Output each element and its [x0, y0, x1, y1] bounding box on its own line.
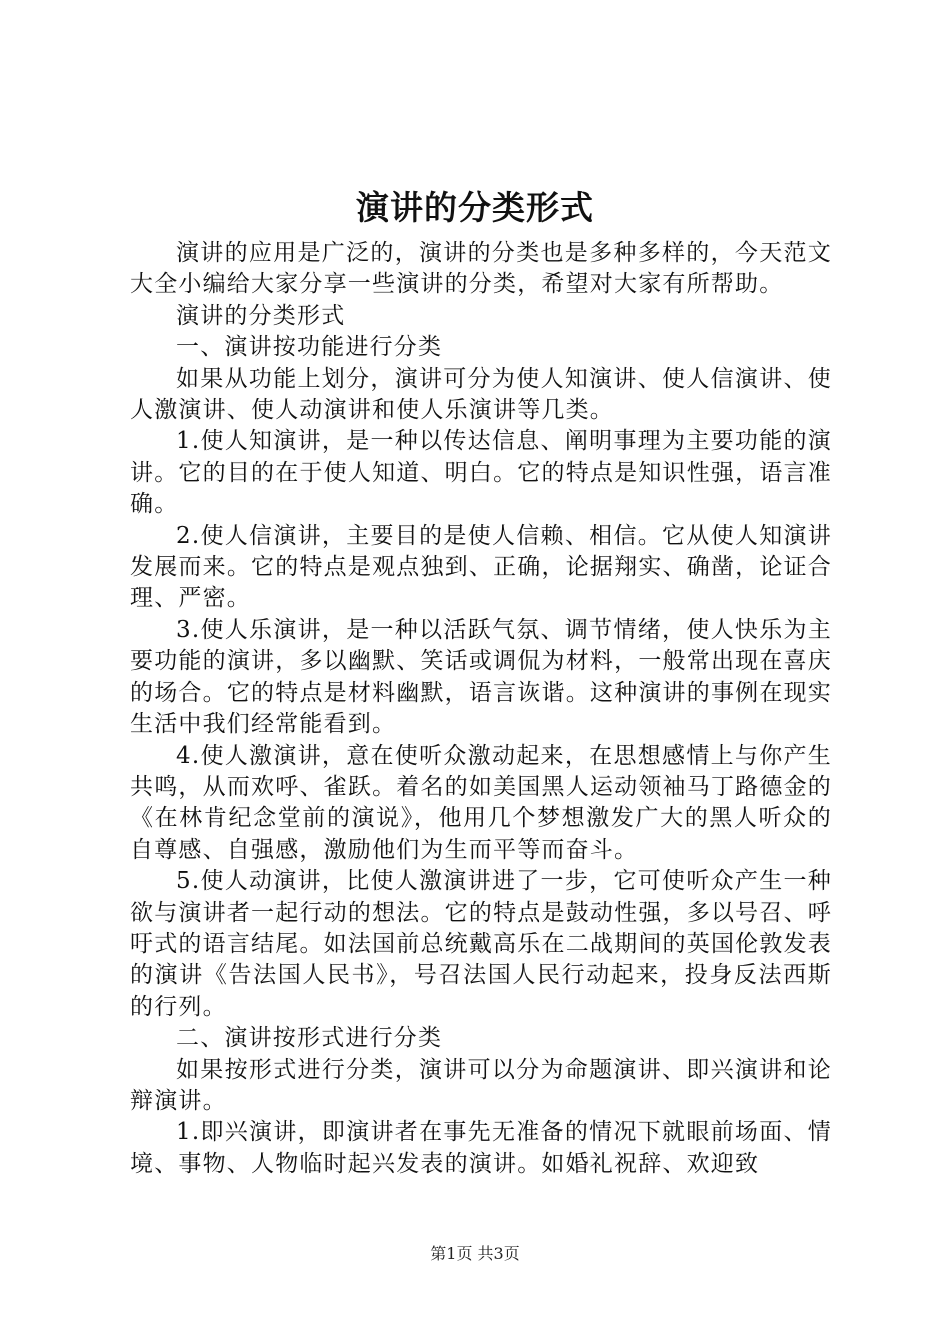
paragraph-intro: 演讲的应用是广泛的，演讲的分类也是多种多样的，今天范文大全小编给大家分享一些演讲的分类，希望对大家有所帮助。	[130, 240, 832, 298]
paragraph-form-overview: 如果按形式进行分类，演讲可以分为命题演讲、即兴演讲和论辩演讲。	[130, 1056, 832, 1114]
paragraph-form-item-1: 1.即兴演讲，即演讲者在事先无准备的情况下就眼前场面、情境、事物、人物临时起兴发表的演讲。如婚礼祝辞、欢迎致	[130, 1119, 832, 1177]
document-body	[130, 238, 832, 1180]
section-heading-function: 一、演讲按功能进行分类	[176, 334, 443, 361]
paragraph-item-4: 4.使人激演讲，意在使听众激动起来，在思想感情上与你产生共鸣，从而欢呼、雀跃。着名的如美国黑人运动领袖马丁路德金的《在林肯纪念堂前的演说》，他用几个梦想激发广大的黑人听众的自尊感、自强感，激励他们为生而平等而奋斗。	[130, 742, 832, 863]
paragraph-item-2: 2.使人信演讲，主要目的是使人信赖、相信。它从使人知演讲发展而来。它的特点是观点独到、正确，论据翔实、确凿，论证合理、严密。	[130, 522, 832, 612]
paragraph-item-3: 3.使人乐演讲，是一种以活跃气氛、调节情绪，使人快乐为主要功能的演讲，多以幽默、笑话或调侃为材料，一般常出现在喜庆的场合。它的特点是材料幽默，语言诙谐。这种演讲的事例在现实生活中我们经常能看到。	[130, 616, 832, 738]
paragraph-function-overview: 如果从功能上划分，演讲可分为使人知演讲、使人信演讲、使人激演讲、使人动演讲和使人乐演讲等几类。	[130, 365, 832, 424]
paragraph-subtitle: 演讲的分类形式	[176, 302, 346, 329]
section-heading-form: 二、演讲按形式进行分类	[176, 1025, 443, 1052]
paragraph-item-5: 5.使人动演讲，比使人激演讲进了一步，它可使听众产生一种欲与演讲者一起行动的想法。它的特点是鼓动性强，多以号召、呼吁式的语言结尾。如法国前总统戴高乐在二战期间的英国伦敦发表的演讲《告法国人民书》，号召法国人民行动起来，投身反法西斯的行列。	[130, 868, 832, 1020]
paragraph-item-1: 1.使人知演讲，是一种以传达信息、阐明事理为主要功能的演讲。它的目的在于使人知道、明白。它的特点是知识性强，语言准确。	[130, 428, 832, 518]
page-title: 演讲的分类形式	[356, 188, 594, 227]
page-footer: 第1页 共3页	[430, 1244, 520, 1263]
